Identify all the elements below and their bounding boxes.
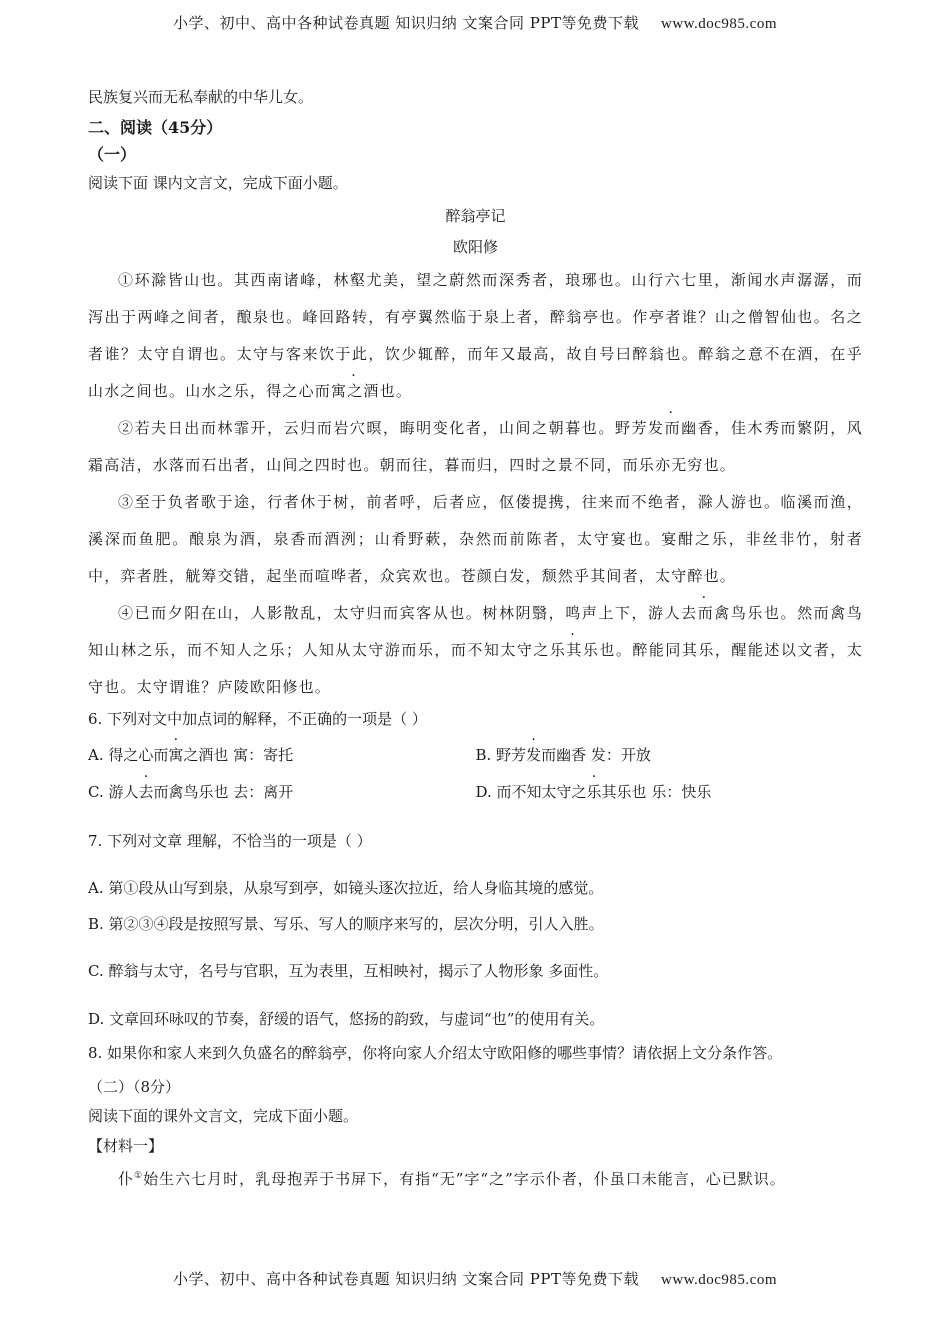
- footer-url[interactable]: www.doc985.com: [660, 1272, 777, 1288]
- material-one-line: 仆①始生六七月时，乳母抱弄于书屏下，有指“无”字“之”字示仆者，仆虽口未能言，心已默识。: [118, 1170, 786, 1188]
- document-body: [88, 86, 863, 1190]
- question-7-option-a[interactable]: A. 第①段从山写到泉，从泉写到亭，如镜头逐次拉近，给人身临其境的感觉。: [88, 879, 604, 897]
- part-two-instruction: 阅读下面的课外文言文，完成下面小题。: [88, 1107, 359, 1125]
- question-6-stem: 6. 下列对文中加点词的解释，不正确的一项是（ ）: [88, 710, 427, 728]
- question-6-options-row-1: [88, 744, 863, 766]
- section-heading: 二、阅读（45分）: [88, 118, 223, 137]
- part-one-label: （一）: [88, 145, 137, 164]
- passage-paragraph-1: ①环滁皆山也。其西南诸峰，林壑尤美，望之蔚然而深秀者，琅琊也。山行六七里，渐闻水声潺潺，而泻出于两峰之间者，酿泉也。峰回路转，有亭翼然临于泉上者，醉翁亭也。作亭者谁？山之僧智仙也。名之者谁？太守自谓也。太守与客来饮于此，饮少辄醉，而年又最高，故自号曰醉翁也。醉翁之意不在酒，在乎山水之间也。山水之乐，得之心而寓之酒也。: [88, 271, 863, 400]
- question-6-options-row-2: [88, 781, 863, 803]
- footnote-marker: ①: [134, 1171, 144, 1181]
- question-7-option-c[interactable]: C. 醉翁与太守，名号与官职，互为表里，互相映衬，揭示了人物形象 多面性。: [88, 962, 609, 980]
- passage-author: 欧阳修: [452, 238, 498, 256]
- page-header: [0, 12, 950, 33]
- header-text: 小学、初中、高中各种试卷真题 知识归纳 文案合同 PPT等免费下载: [172, 14, 639, 32]
- reading-instruction: 阅读下面 课内文言文，完成下面小题。: [88, 174, 348, 192]
- passage-title: 醉翁亭记: [445, 207, 506, 225]
- question-6-option-b[interactable]: B. 野芳发而幽香 发：开放: [475, 746, 651, 764]
- part-two-heading: （二）（8分）: [88, 1078, 181, 1096]
- question-6-option-d[interactable]: D. 而不知太守之乐其乐也 乐：快乐: [475, 783, 712, 801]
- footer-text: 小学、初中、高中各种试卷真题 知识归纳 文案合同 PPT等免费下载: [172, 1270, 639, 1288]
- question-7-option-d[interactable]: D. 文章回环咏叹的节奏，舒缓的语气，悠扬的韵致，与虚词“也”的使用有关。: [88, 1010, 605, 1028]
- question-8-stem: 8. 如果你和家人来到久负盛名的醉翁亭，你将向家人介绍太守欧阳修的哪些事情？请依据上文分条作答。: [88, 1044, 783, 1062]
- material-one-label: 【材料一】: [88, 1137, 164, 1155]
- passage-paragraph-3: ③至于负者歌于途，行者休于树，前者呼，后者应，伛偻提携，往来而不绝者，滁人游也。临溪而渔，溪深而鱼肥。酿泉为酒，泉香而酒洌；山肴野蔌，杂然而前陈者，太守宴也。宴酣之乐，非丝非竹，射者中，弈者胜，觥筹交错，起坐而喧哗者，众宾欢也。苍颜白发，颓然乎其间者，太守醉也。: [88, 493, 863, 585]
- top-line: 民族复兴而无私奉献的中华儿女。: [88, 88, 314, 106]
- header-url[interactable]: www.doc985.com: [660, 16, 777, 32]
- question-6-option-a[interactable]: A. 得之心而寓之酒也 寓：寄托: [88, 746, 294, 764]
- passage-paragraph-4: ④已而夕阳在山，人影散乱，太守归而宾客从也。树林阴翳，鸣声上下，游人去而禽鸟乐也。然而禽鸟知山林之乐，而不知人之乐；人知从太守游而乐，而不知太守之乐其乐也。醉能同其乐，醒能述以文者，太守也。太守谓谁？庐陵欧阳修也。: [88, 604, 864, 696]
- question-7-stem: 7. 下列对文章 理解，不恰当的一项是（ ）: [88, 832, 372, 850]
- question-6-option-c[interactable]: C. 游人去而禽鸟乐也 去：离开: [88, 783, 294, 801]
- page-footer: [0, 1268, 950, 1289]
- question-7-option-b[interactable]: B. 第②③④段是按照写景、写乐、写人的顺序来写的，层次分明，引人入胜。: [88, 915, 604, 933]
- passage-paragraph-2: ②若夫日出而林霏开，云归而岩穴暝，晦明变化者，山间之朝暮也。野芳发而幽香，佳木秀而繁阴，风霜高洁，水落而石出者，山间之四时也。朝而往，暮而归，四时之景不同，而乐亦无穷也。: [88, 419, 864, 474]
